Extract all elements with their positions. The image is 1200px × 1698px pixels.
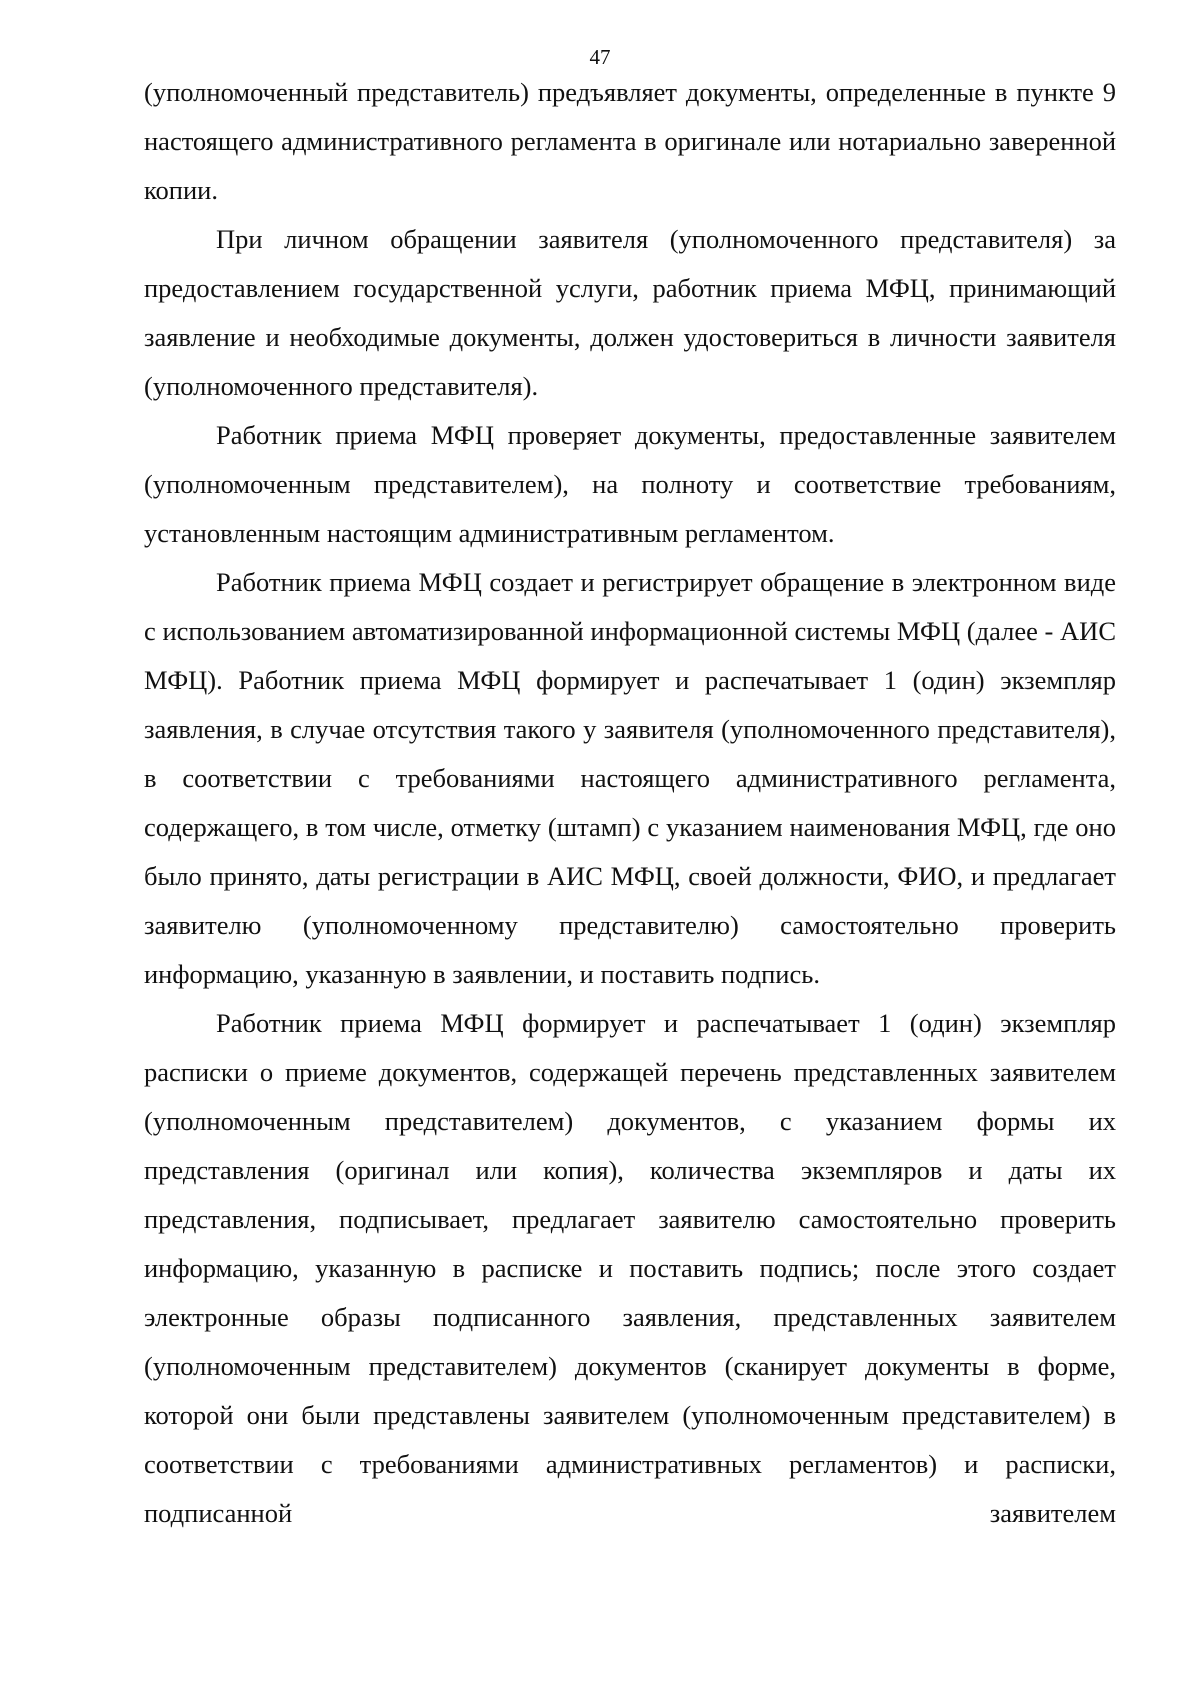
paragraph-registration: Работник приема МФЦ создает и регистрирует обращение в электронном виде с использованием автоматизированной информационной системы МФЦ (далее - АИС МФЦ). Работник приема МФЦ формирует и распечатывает 1 (один) экземпляр заявления, в случае отсутствия такого у заявителя (уполномоченного представителя), в соответствии с требованиями настоящего административного регламента, содержащего, в том числе, отметку (штамп) с указанием наименования МФЦ, где оно было принято, даты регистрации в АИС МФЦ, своей должности, ФИО, и предлагает заявителю (уполномоченному представителю) самостоятельно проверить информацию, указанную в заявлении, и поставить подпись. (144, 567, 1116, 989)
document-body (144, 68, 1116, 1538)
paragraph-continuation: (уполномоченный представитель) предъявляет документы, определенные в пункте 9 настоящего административного регламента в оригинале или нотариально заверенной копии. (144, 77, 1116, 205)
paragraph-document-check: Работник приема МФЦ проверяет документы, предоставленные заявителем (уполномоченным представителем), на полноту и соответствие требованиям, установленным настоящим административным регламентом. (144, 420, 1116, 548)
paragraph-personal-appeal: При личном обращении заявителя (уполномоченного представителя) за предоставлением государственной услуги, работник приема МФЦ, принимающий заявление и необходимые документы, должен удостовериться в личности заявителя (уполномоченного представителя). (144, 224, 1116, 401)
paragraph-receipt: Работник приема МФЦ формирует и распечатывает 1 (один) экземпляр расписки о приеме документов, содержащей перечень представленных заявителем (уполномоченным представителем) документов, с указанием формы их представления (оригинал или копия), количества экземпляров и даты их представления, подписывает, предлагает заявителю самостоятельно проверить информацию, указанную в расписке и поставить подпись; после этого создает электронные образы подписанного заявления, представленных заявителем (уполномоченным представителем) документов (сканирует документы в форме, которой они были представлены заявителем (уполномоченным представителем) в соответствии с требованиями административных регламентов) и расписки, подписанной заявителем (144, 1008, 1116, 1528)
page-number: 47 (589, 45, 611, 69)
